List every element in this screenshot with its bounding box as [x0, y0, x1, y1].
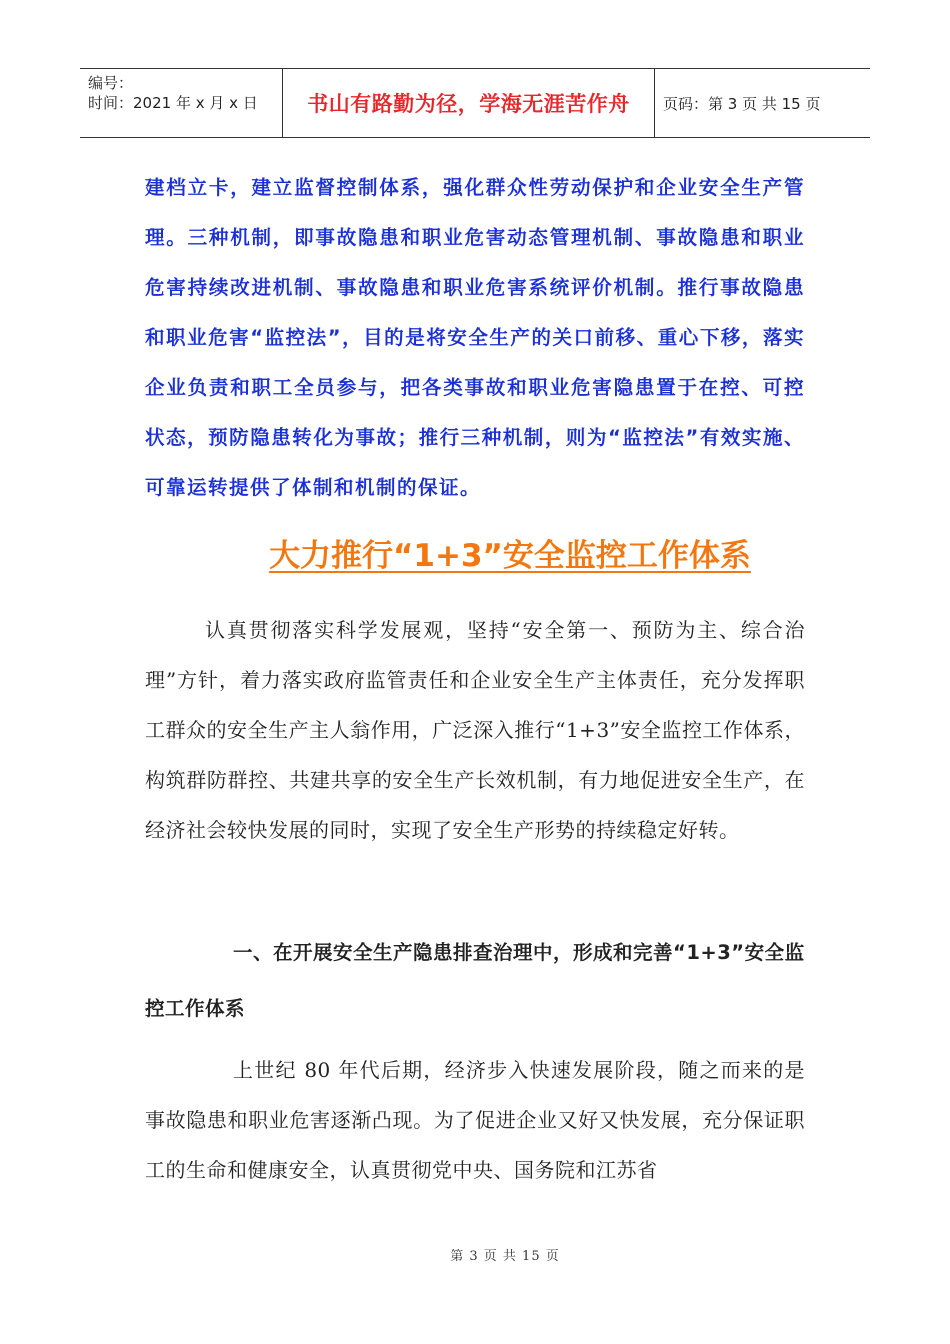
number-label: 编号： — [88, 74, 134, 92]
page-header — [80, 68, 870, 138]
body-paragraph-1: 认真贯彻落实科学发展观，坚持“安全第一、预防为主、综合治理”方针，着力落实政府监管责任和企业安全生产主体责任，充分发挥职工群众的安全生产主人翁作用，广泛深入推行“1+3”安全监控工作体系，构筑群防群控、共建共享的安全生产长效机制，有力地促进安全生产，在经济社会较快发展的同时，实现了安全生产形势的持续稳定好转。 — [145, 618, 805, 842]
subheading: 一、在开展安全生产隐患排查治理中，形成和完善“1+3”安全监控工作体系 — [145, 941, 805, 1020]
section-title: 大力推行“1+3”安全监控工作体系 — [269, 538, 751, 574]
time-label: 时间：2021 年 x 月 x 日 — [88, 94, 258, 112]
page-footer: 第 3 页 共 15 页 — [450, 1249, 560, 1264]
body-paragraph-2: 上世纪 80 年代后期，经济步入快速发展阶段，随之而来的是事故隐患和职业危害逐渐凸现。为了促进企业又好又快发展，充分保证职工的生命和健康安全，认真贯彻党中央、国务院和江苏省 — [145, 1058, 805, 1182]
header-meta — [80, 69, 283, 137]
header-page-info: 页码：第 3 页 共 15 页 — [663, 94, 821, 113]
blue-paragraph: 建档立卡，建立监督控制体系，强化群众性劳动保护和企业安全生产管理。三种机制，即事故隐患和职业危害动态管理机制、事故隐患和职业危害持续改进机制、事故隐患和职业危害系统评价机制。推行事故隐患和职业危害“监控法”，目的是将安全生产的关口前移、重心下移，落实企业负责和职工全员参与，把各类事故和职业危害隐患置于在控、可控状态，预防隐患转化为事故；推行三种机制，则为“监控法”有效实施、可靠运转提供了体制和机制的保证。 — [145, 176, 805, 499]
header-motto: 书山有路勤为径，学海无涯苦作舟 — [283, 69, 655, 137]
